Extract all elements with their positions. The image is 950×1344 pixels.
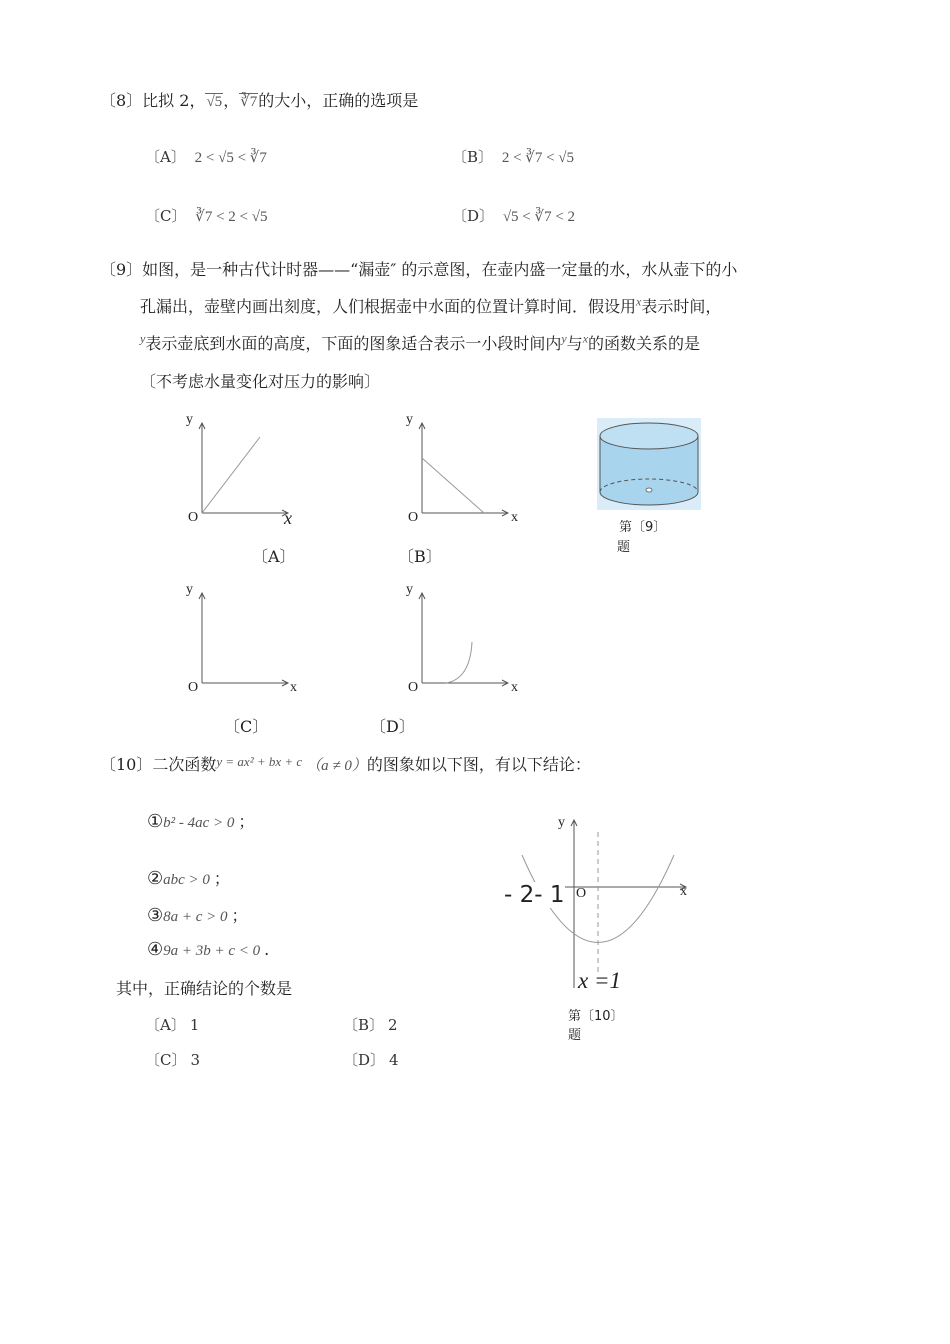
q10-conclusion-1-expr: b² - 4ac > 0: [163, 815, 235, 831]
q10-option-b-label: 〔B〕: [343, 1016, 385, 1034]
q9-graph-b-origin: O: [408, 510, 419, 525]
q8-stem: [100, 88, 418, 111]
q10-option-d-value: 4: [389, 1051, 399, 1069]
q9-graph-d-origin: O: [408, 680, 419, 695]
q10-stem-prefix: 〔10〕二次函数: [100, 755, 217, 774]
q9-graph-d-svg: [400, 585, 520, 695]
q9-graph-c-origin: O: [188, 680, 199, 695]
q8-option-b-label: 〔B〕: [452, 148, 494, 166]
q9-graph-d-x-label: x: [511, 680, 518, 695]
q8-option-a-label: 〔A〕: [145, 148, 186, 166]
q8-option-a: [145, 146, 267, 167]
q8-stem-suffix: 的大小，正确的选项是: [258, 91, 419, 110]
q9-graph-a-x-label: x: [284, 508, 292, 528]
q8-option-a-expr: 2 < √5 < ∛7: [194, 150, 267, 166]
q9-graph-c-caption: 〔C〕: [224, 717, 269, 736]
q9-graph-a-line: [202, 437, 260, 513]
q8-option-c: [145, 205, 267, 226]
q10-option-b-value: 2: [388, 1016, 398, 1034]
q9-graph-d-curve: [446, 642, 472, 683]
q10-graph-x-label: x: [680, 884, 687, 899]
q9-graph-b-svg: [400, 415, 520, 525]
q10-condition: （a ≠ 0）: [306, 758, 367, 774]
q8-cbrt7: ∛7: [240, 94, 258, 110]
q9-line-4: 〔不考虑水量变化对压力的影响〕: [140, 372, 381, 391]
q10-graph-left-ticks: - 2- 1: [504, 882, 565, 908]
q9-graph-a-caption: 〔A〕: [252, 547, 296, 566]
q10-figure-caption-1: 第〔10〕: [568, 1009, 624, 1024]
q9-graph-a-y-label: y: [186, 412, 193, 427]
q10-graph-y-label: y: [558, 815, 565, 830]
q8-option-d-expr: √5 < ∛7 < 2: [502, 209, 576, 225]
q8-comma: ，: [223, 91, 240, 110]
q10-option-a: [145, 1014, 199, 1035]
q8-option-d-label: 〔D〕: [452, 207, 495, 225]
q8-option-d: [452, 205, 575, 226]
q9-graph-a-origin: O: [188, 510, 199, 525]
q10-option-d: [343, 1049, 399, 1070]
q9-line-1: 〔9〕如图，是一种古代计时器——“漏壶″ 的示意图，在壶内盛一定量的水，水从壶下的小: [100, 260, 738, 279]
q10-graph-axis-label: x =1: [578, 968, 621, 993]
q8-option-c-label: 〔C〕: [145, 207, 187, 225]
q8-stem-prefix: 〔8〕比拟 2，: [100, 91, 206, 110]
q10-conclusion-2-expr: abc > 0: [163, 872, 210, 888]
q8-option-c-expr: ∛7 < 2 < √5: [195, 209, 268, 225]
q10-stem: [100, 752, 591, 775]
q10-option-c: [145, 1049, 200, 1070]
q10-conclusion-3-expr: 8a + c > 0: [163, 909, 228, 925]
q10-option-c-value: 3: [190, 1051, 201, 1069]
q9-var-y: y: [140, 331, 146, 346]
q10-question: 其中，正确结论的个数是: [116, 979, 293, 998]
q9-graph-b-x-label: x: [511, 510, 518, 525]
q9-graph-d-y-label: y: [406, 582, 413, 597]
q9-graph-c-y-label: y: [186, 582, 193, 597]
q10-figure-caption-2: 题: [568, 1028, 582, 1043]
q10-conclusion-4-expr: 9a + 3b + c < 0: [163, 943, 261, 959]
q10-option-c-label: 〔C〕: [145, 1051, 187, 1069]
q10-graph-origin: O: [576, 886, 587, 901]
q9-graph-c-x-label: x: [290, 680, 297, 695]
q10-conclusion-4: ④9a + 3b + c < 0 .: [147, 939, 270, 960]
q10-conclusion-2: ②abc > 0 ；: [147, 868, 230, 889]
q10-conclusion-1: ①b² - 4ac > 0 ；: [147, 811, 255, 832]
q10-option-d-label: 〔D〕: [343, 1051, 386, 1069]
q10-conclusion-3: ③8a + c > 0 ；: [147, 905, 248, 926]
q9-var-x: x: [636, 294, 642, 309]
q9-graph-b-line: [422, 458, 484, 513]
q10-function: y = ax² + bx + c: [216, 754, 303, 769]
q9-figure-caption-1: 第〔9〕: [619, 520, 667, 535]
q9-graph-c-svg: [180, 585, 300, 695]
q8-option-b-expr: 2 < ∛7 < √5: [501, 150, 575, 166]
q9-line-3: $^y$表示壶底到水面的高度，下面的图象适合表示一小段时间内$^y$与$^x$的函数关系的是: [140, 331, 701, 353]
q9-line-2: 孔漏出，壶壁内画出刻度，人们根据壶中水面的位置计算时间．假设用$^x$表示时间，: [140, 294, 722, 316]
q9-figure-caption-2: 题: [617, 540, 631, 555]
q8-option-b: [452, 146, 574, 167]
q10-option-a-label: 〔A〕: [145, 1016, 186, 1034]
q9-graph-d-caption: 〔D〕: [370, 717, 415, 736]
q10-option-a-value: 1: [189, 1016, 200, 1034]
q9-graph-b-caption: 〔B〕: [398, 547, 442, 566]
water-clock-picture: [597, 418, 701, 510]
q10-option-b: [343, 1014, 398, 1035]
q10-stem-suffix: 的图象如以下图，有以下结论：: [366, 755, 591, 774]
q8-sqrt5: √5: [206, 94, 223, 110]
q9-graph-b-y-label: y: [406, 412, 413, 427]
q9-graph-a-svg: [180, 415, 290, 525]
